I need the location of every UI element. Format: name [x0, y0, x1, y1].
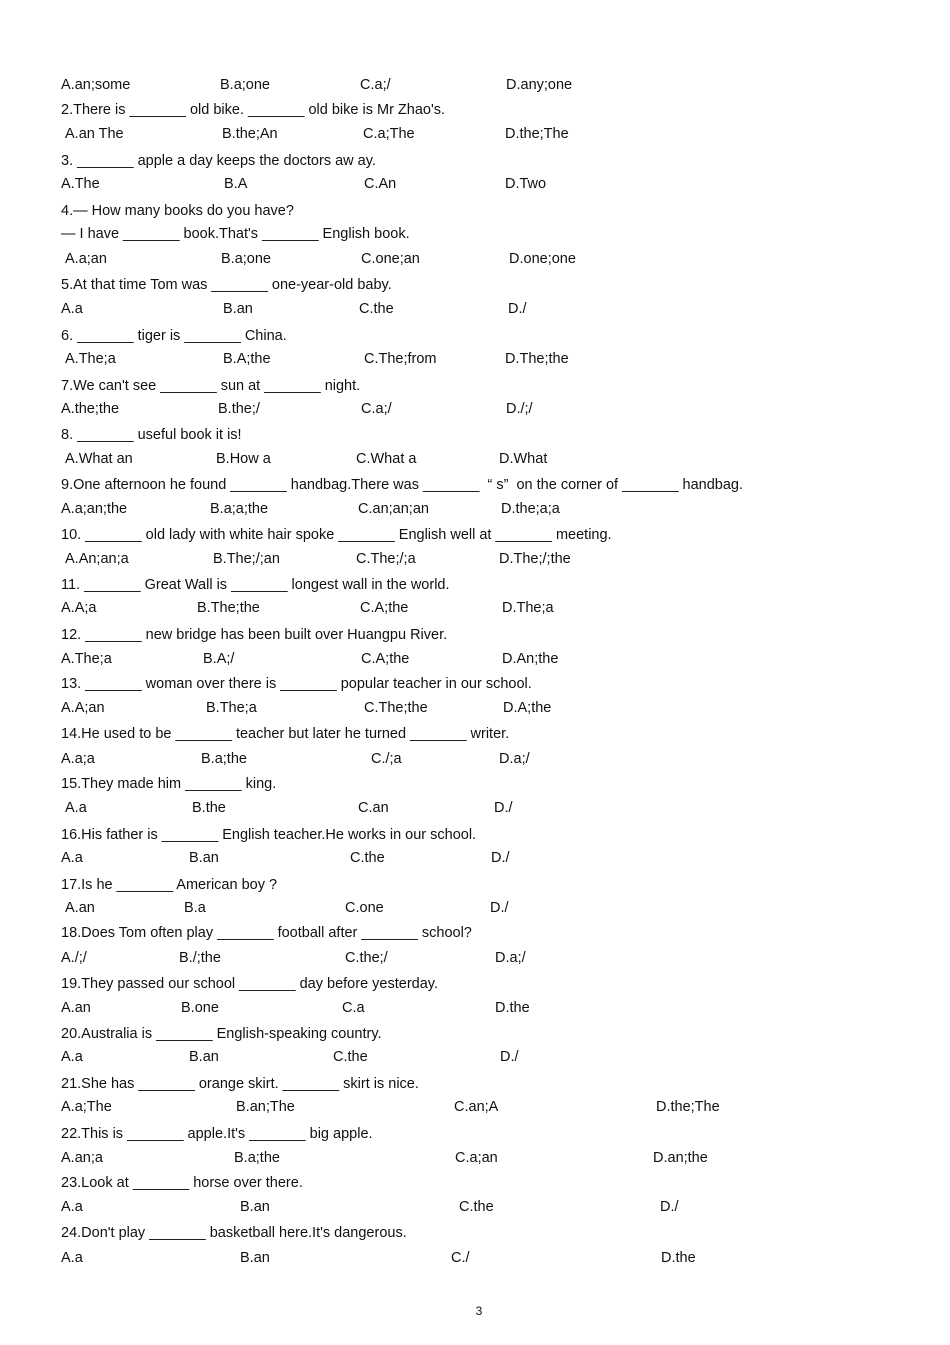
- answer-option: D.a;/: [499, 751, 530, 767]
- answer-option: C.the: [459, 1199, 494, 1215]
- answer-option: B.a: [184, 900, 206, 916]
- question-text: 17.Is he _______ American boy ?: [61, 877, 278, 893]
- answer-option: D./: [494, 800, 513, 816]
- answer-option: A.a: [61, 301, 83, 317]
- question-text: 5.At that time Tom was _______ one-year-old baby.: [61, 277, 392, 293]
- answer-option: A.an The: [65, 126, 124, 142]
- question-text: 22.This is _______ apple.It's _______ big apple.: [61, 1126, 373, 1142]
- answer-option: D./;/: [506, 401, 533, 417]
- question-text: 12. _______ new bridge has been built over Huangpu River.: [61, 627, 448, 643]
- answer-option: B.an;The: [236, 1099, 295, 1115]
- answer-option: C.An: [364, 176, 397, 192]
- answer-option: C.a;/: [360, 77, 391, 93]
- answer-option: C./: [451, 1250, 470, 1266]
- answer-option: A.an: [65, 900, 95, 916]
- answer-option: A.An;an;a: [65, 551, 129, 567]
- answer-option: C.one;an: [361, 251, 420, 267]
- answer-option: B.the: [192, 800, 226, 816]
- answer-option: D.Two: [505, 176, 547, 192]
- answer-option: B.How a: [216, 451, 271, 467]
- answer-option: B.the;An: [222, 126, 278, 142]
- answer-option: D.the: [661, 1250, 696, 1266]
- answer-option: C.an;an;an: [358, 501, 429, 517]
- question-text: 8. _______ useful book it is!: [61, 427, 242, 443]
- question-text: 21.She has _______ orange skirt. _______ skirt is nice.: [61, 1076, 419, 1092]
- answer-option: A.a: [65, 800, 87, 816]
- answer-option: D.the;The: [505, 126, 569, 142]
- answer-option: B./;the: [179, 950, 221, 966]
- answer-option: B.A: [224, 176, 248, 192]
- answer-option: C.the;/: [345, 950, 388, 966]
- answer-option: B.an: [240, 1199, 270, 1215]
- answer-option: B.one: [181, 1000, 219, 1016]
- answer-option: A.The;a: [65, 351, 116, 367]
- answer-option: D./: [490, 900, 509, 916]
- question-text: — I have _______ book.That's _______ English book.: [61, 226, 410, 242]
- answer-option: D.a;/: [495, 950, 526, 966]
- answer-option: D.The;/;the: [499, 551, 571, 567]
- answer-option: D.The;a: [502, 600, 554, 616]
- answer-option: A.A;a: [61, 600, 97, 616]
- answer-option: D.An;the: [502, 651, 559, 667]
- answer-option: B.an: [189, 1049, 219, 1065]
- answer-option: B.A;the: [223, 351, 271, 367]
- answer-option: C.a;an: [455, 1150, 498, 1166]
- answer-option: B.a;a;the: [210, 501, 269, 517]
- question-text: 16.His father is _______ English teacher.He works in our school.: [61, 827, 477, 843]
- answer-option: A.a;an: [65, 251, 107, 267]
- answer-option: C.The;/;a: [356, 551, 416, 567]
- answer-option: A.an;some: [61, 77, 131, 93]
- question-text: 10. _______ old lady with white hair spoke _______ English well at _______ meeting.: [61, 527, 612, 543]
- answer-option: A.a;an;the: [61, 501, 128, 517]
- answer-option: B.an: [189, 850, 219, 866]
- answer-option: C.The;the: [364, 700, 428, 716]
- answer-option: C.an: [358, 800, 389, 816]
- answer-option: C.the: [333, 1049, 368, 1065]
- answer-option: C./;a: [371, 751, 402, 767]
- answer-option: C.one: [345, 900, 384, 916]
- answer-option: C.an;A: [454, 1099, 499, 1115]
- answer-option: A.a: [61, 1199, 83, 1215]
- answer-option: A.an;a: [61, 1150, 103, 1166]
- answer-option: D./: [660, 1199, 679, 1215]
- answer-option: A.a: [61, 1250, 83, 1266]
- answer-option: B.a;the: [201, 751, 247, 767]
- question-text: 13. _______ woman over there is _______ popular teacher in our school.: [61, 676, 532, 692]
- answer-option: A.The;a: [61, 651, 112, 667]
- answer-option: B.a;one: [221, 251, 271, 267]
- question-text: 15.They made him _______ king.: [61, 776, 277, 792]
- answer-option: A.The: [61, 176, 100, 192]
- answer-option: B.The;/;an: [213, 551, 280, 567]
- answer-option: A.A;an: [61, 700, 105, 716]
- answer-option: A.the;the: [61, 401, 120, 417]
- question-text: 2.There is _______ old bike. _______ old bike is Mr Zhao's.: [61, 102, 446, 118]
- question-text: 7.We can't see _______ sun at _______ night.: [61, 378, 361, 394]
- answer-option: B.A;/: [203, 651, 235, 667]
- question-text: 9.One afternoon he found _______ handbag.There was _______ “ s” on the corner of _______ handbag.: [61, 477, 744, 493]
- answer-option: A.a: [61, 1049, 83, 1065]
- answer-option: C.A;the: [360, 600, 409, 616]
- question-text: 24.Don't play _______ basketball here.It's dangerous.: [61, 1225, 407, 1241]
- answer-option: A./;/: [61, 950, 87, 966]
- answer-option: B.an: [240, 1250, 270, 1266]
- answer-option: C.a;/: [361, 401, 392, 417]
- answer-option: B.a;one: [220, 77, 270, 93]
- answer-option: D./: [491, 850, 510, 866]
- answer-option: A.an: [61, 1000, 91, 1016]
- question-text: 18.Does Tom often play _______ football after _______ school?: [61, 925, 472, 941]
- answer-option: A.a: [61, 850, 83, 866]
- question-text: 11. _______ Great Wall is _______ longest wall in the world.: [61, 577, 450, 593]
- page-number: 3: [475, 1304, 483, 1318]
- answer-option: D./: [500, 1049, 519, 1065]
- answer-option: D.the;The: [656, 1099, 720, 1115]
- answer-option: B.a;the: [234, 1150, 280, 1166]
- answer-option: D.the: [495, 1000, 530, 1016]
- question-text: 4.— How many books do you have?: [61, 203, 294, 219]
- answer-option: B.the;/: [218, 401, 260, 417]
- answer-option: D.an;the: [653, 1150, 708, 1166]
- answer-option: B.The;a: [206, 700, 257, 716]
- answer-option: A.a;The: [61, 1099, 112, 1115]
- question-text: 6. _______ tiger is _______ China.: [61, 328, 287, 344]
- answer-option: C.a: [342, 1000, 365, 1016]
- answer-option: B.an: [223, 301, 253, 317]
- answer-option: D.one;one: [509, 251, 576, 267]
- answer-option: B.The;the: [197, 600, 260, 616]
- answer-option: C.a;The: [363, 126, 415, 142]
- question-text: 23.Look at _______ horse over there.: [61, 1175, 303, 1191]
- answer-option: C.A;the: [361, 651, 410, 667]
- answer-option: C.The;from: [364, 351, 437, 367]
- question-text: 20.Australia is _______ English-speaking country.: [61, 1026, 382, 1042]
- answer-option: D.A;the: [503, 700, 552, 716]
- answer-option: D.The;the: [505, 351, 569, 367]
- question-text: 14.He used to be _______ teacher but later he turned _______ writer.: [61, 726, 510, 742]
- answer-option: D./: [508, 301, 527, 317]
- answer-option: D.any;one: [506, 77, 573, 93]
- answer-option: C.the: [359, 301, 394, 317]
- answer-option: A.a;a: [61, 751, 95, 767]
- question-text: 19.They passed our school _______ day before yesterday.: [61, 976, 438, 992]
- answer-option: A.What an: [65, 451, 133, 467]
- question-text: 3. _______ apple a day keeps the doctors aw ay.: [61, 153, 376, 169]
- answer-option: D.What: [499, 451, 548, 467]
- answer-option: C.the: [350, 850, 385, 866]
- answer-option: D.the;a;a: [501, 501, 560, 517]
- answer-option: C.What a: [356, 451, 417, 467]
